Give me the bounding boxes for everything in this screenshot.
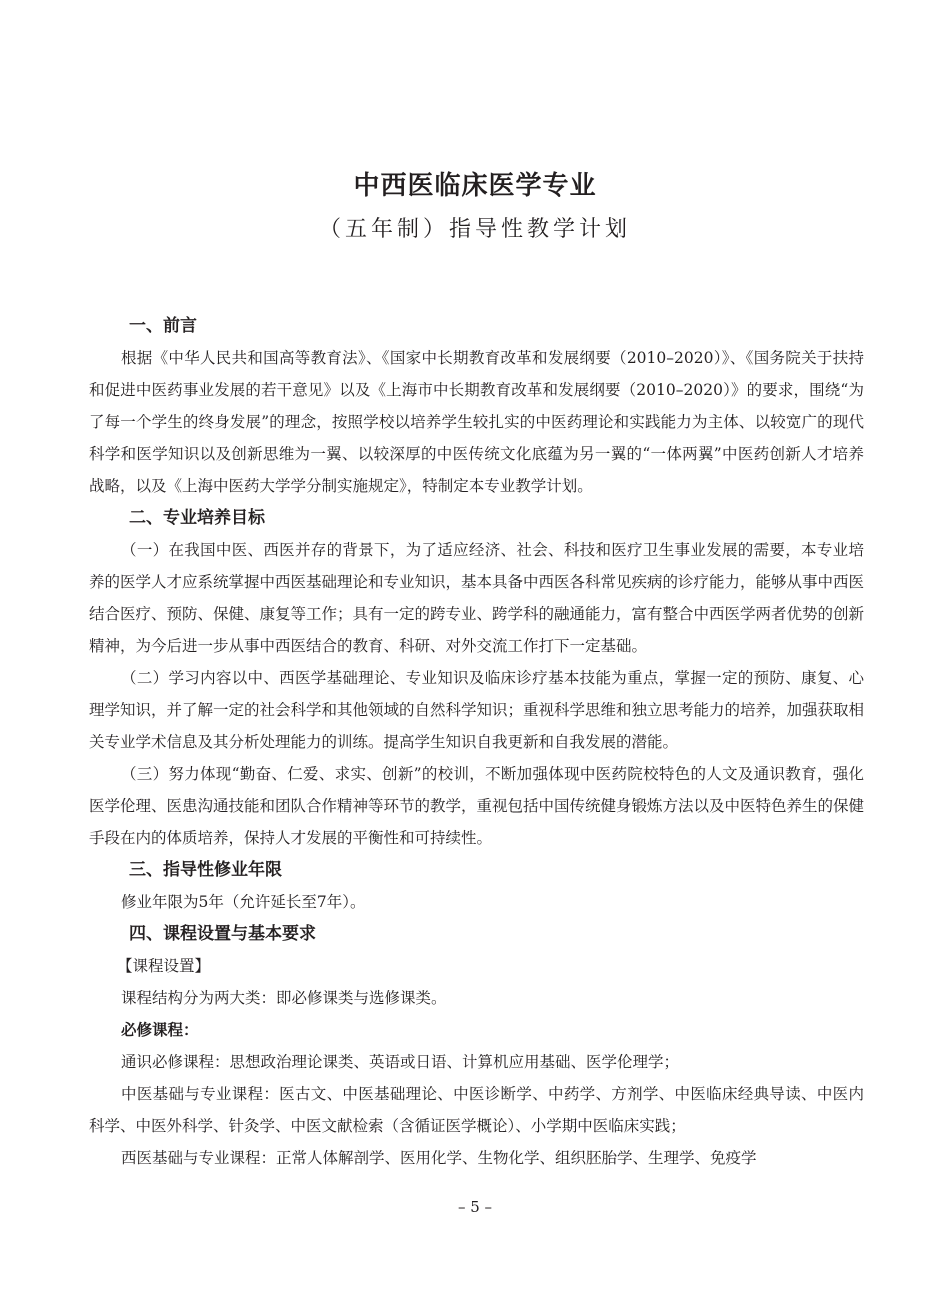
training-goal-paragraph-3: （三）努力体现“勤奋、仁爱、求实、创新”的校训，不断加强体现中医药院校特色的人文及通识教育，强化医学伦理、医患沟通技能和团队合作精神等环节的教学，重视包括中国传统健身锻炼方法以及中医特色养生的保健手段在内的体质培养，保持人才发展的平衡性和可持续性。 — [89, 765, 865, 847]
tcm-courses: 中医基础与专业课程：医古文、中医基础理论、中医诊断学、中药学、方剂学、中医临床经典导读、中医内科学、中医外科学、针灸学、中医文献检索（含循证医学概论）、小学期中医临床实践； — [89, 1085, 864, 1135]
general-required-courses: 通识必修课程：思想政治理论课类、英语或日语、计算机应用基础、医学伦理学； — [121, 1053, 680, 1071]
page-title: 中西医临床医学专业 — [353, 171, 597, 201]
section-heading-curriculum: 四、课程设置与基本要求 — [129, 924, 316, 944]
section-heading-preface: 一、前言 — [129, 316, 197, 336]
curriculum-bracket-heading: 【课程设置】 — [117, 957, 211, 975]
training-goal-paragraph-1: （一）在我国中医、西医并存的背景下，为了适应经济、社会、科技和医疗卫生事业发展的需要，本专业培养的医学人才应系统掌握中西医基础理论和专业知识，基本具备中西医各科常见疾病的诊疗能力，能够从事中西医结合医疗、预防、保健、康复等工作；具有一定的跨专业、跨学科的融通能力，富有整合中西医学两者优势的创新精神，为今后进一步从事中西医结合的教育、科研、对外交流工作打下一定基础。 — [89, 541, 865, 655]
section-heading-training-goals: 二、专业培养目标 — [129, 508, 265, 528]
study-years-text: 修业年限为5年（允许延长至7年）。 — [121, 893, 366, 911]
page-number: – 5 – — [457, 1198, 493, 1216]
required-courses-label: 必修课程： — [121, 1021, 199, 1039]
document-body — [89, 310, 864, 1174]
curriculum-structure-text: 课程结构分为两大类：即必修课类与选修课类。 — [121, 989, 447, 1007]
training-goal-paragraph-2: （二）学习内容以中、西医学基础理论、专业知识及临床诊疗基本技能为重点，掌握一定的预防、康复、心理学知识，并了解一定的社会科学和其他领域的自然科学知识；重视科学思维和独立思考能力的培养，加强获取相关专业学术信息及其分析处理能力的训练。提高学生知识自我更新和自我发展的潜能。 — [89, 669, 865, 751]
preface-paragraph: 根据《中华人民共和国高等教育法》、《国家中长期教育改革和发展纲要（2010–2020）》、《国务院关于扶持和促进中医药事业发展的若干意见》以及《上海市中长期教育改革和发展纲要（2010–2020）》的要求，围绕“为了每一个学生的终身发展”的理念，按照学校以培养学生较扎实的中医药理论和实践能力为主体、以较宽广的现代科学和医学知识以及创新思维为一翼、以较深厚的中医传统文化底蕴为另一翼的“一体两翼”中医药创新人才培养战略，以及《上海中医药大学学分制实施规定》，特制定本专业教学计划。 — [89, 349, 864, 495]
western-courses: 西医基础与专业课程：正常人体解剖学、医用化学、生物化学、组织胚胎学、生理学、免疫学 — [121, 1149, 757, 1167]
section-heading-study-years: 三、指导性修业年限 — [129, 860, 282, 880]
page-subtitle: （五年制）指导性教学计划 — [318, 217, 631, 242]
